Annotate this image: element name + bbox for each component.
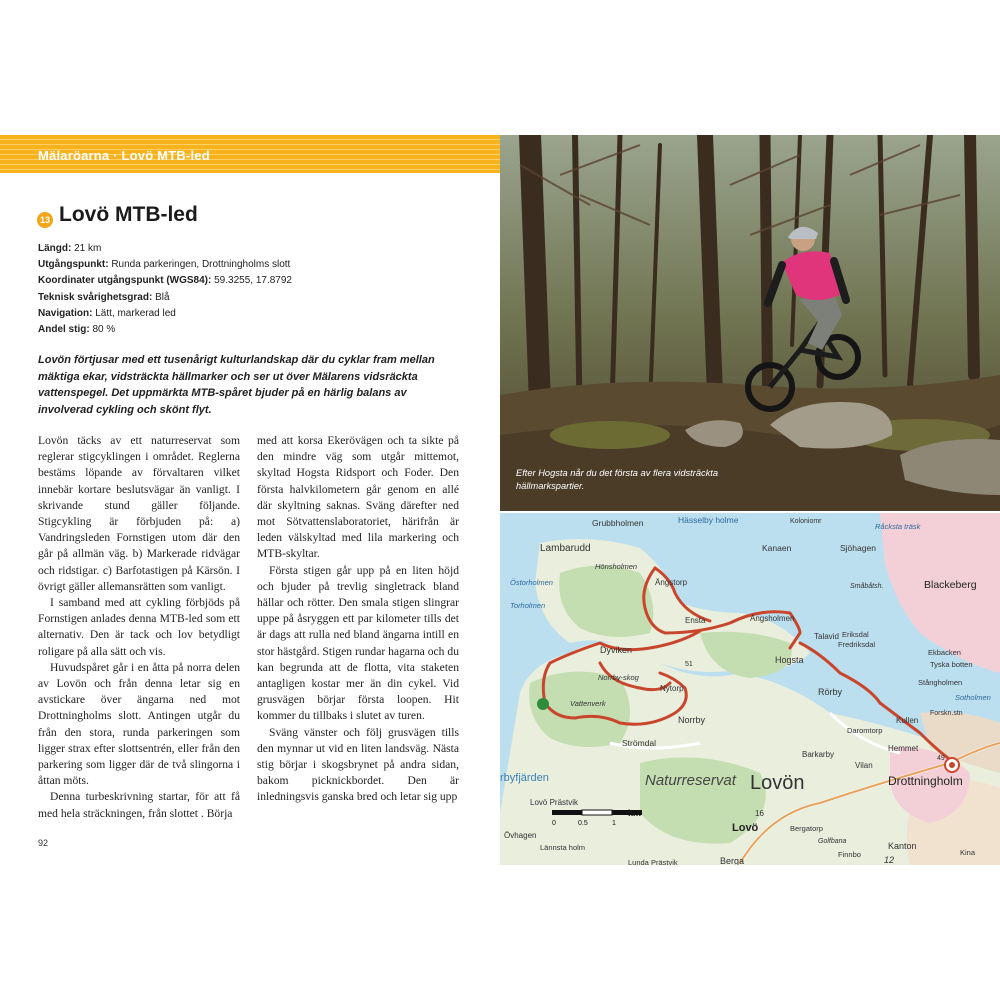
map-label-kanaen: Kanaen [762,543,792,553]
map-label-golfbana: Golfbana [818,838,847,845]
map-label-kanton: Kanton [888,841,917,851]
fact-navigation: Navigation: Lätt, markerad led [38,307,176,319]
map-label-byfjarden: rbyfjärden [500,772,549,784]
intro-paragraph: Lovön förtjusar med ett tusenårigt kulturlandskap där du cyklar fram mellan mäktiga ekar, vidsträckta hällmarker och ser ut över Mälarens vidsräckta vattenspegel. Det uppmärkta MTB-spåret bjuder på en härlig balans av involverad cykling och skönt flyt. [38,354,435,416]
map-label-rorby: Rörby [818,687,843,697]
map-label-fredriksdal: Fredriksdal [838,640,876,649]
map-label-lovo: Lovö [732,822,759,834]
map-label-road-16: 16 [755,809,764,818]
map-label-lovon: Lovön [750,772,805,794]
photo-caption: Efter Hogsta når du det första av flera vidsträckta hällmarkspartier. [516,468,719,491]
body-paragraph: med att korsa Ekerövägen och ta sikte på den mindre väg som utgår mittemot, skyltad Hogsta Ridsport och Foder. Den första halvkilometern går genom en allé där skyltning saknas. Sväng därefter ned mot Sötvattenslaboratoriet, härifrån är leden välskyltad med lila markering och MTB-skyltar. [257,434,459,561]
map-label-ostorholmen: Östorholmen [510,578,553,587]
body-paragraph: Huvudspåret går i en åtta på norra delen av Lovön och från denna letar sig en avstickare över ängarna ned mot Drottningholms slott. Antingen utgår du från den stora, runda parkeringen som ligger strax efter slottsentrén, eller från den parkering som ligger där de två slingorna i åttan möts. [38,660,240,788]
map-label-lovo-prastvik: Lovö Prästvik [530,798,579,807]
fact-coordinates: Koordinater utgångspunkt (WGS84): 59.3255, 17.8792 [38,275,292,287]
map-label-49: 49 [937,755,945,762]
map-label-hogsta: Hogsta [775,655,804,665]
map-label-kina: Kina [960,848,976,857]
lovo-map [500,513,1000,865]
map-label-honsholmen: Hönsholmen [595,562,638,571]
route-title: Lovö MTB-led [59,203,198,226]
map-label-tyska-botten: Tyska botten [930,660,973,669]
book-spread [0,135,1000,865]
fact-difficulty: Teknisk svårighetsgrad: Blå [38,291,170,303]
map-label-bergatorp: Bergatorp [790,824,823,833]
map-label-drottningholm: Drottningholm [888,774,963,788]
map-label-ensta: Ensta [685,616,706,625]
map-label-angsholmen: Ängsholmen [750,614,795,623]
mountain-bike-photo [500,135,1000,511]
map-label-rackstatrask: Råcksta träsk [875,522,921,531]
map-label-stangholmen: Stångholmen [918,678,963,687]
map-label-torholmen: Torholmen [510,601,546,610]
fact-start: Utgångspunkt: Runda parkeringen, Drottningholms slott [38,259,291,271]
map-label-norrby-skog: Norrby-skog [598,673,639,682]
chapter-header: Mälaröarna · Lovö MTB-led [38,148,210,163]
map-label-sotholmen: Sotholmen [955,693,991,702]
map-label-lunda-prastvik: Lunda Prästvik [628,858,678,865]
map-label-naturreservat: Naturreservat [645,772,736,789]
map-label-ovhagen: Övhagen [504,831,537,840]
map-label-finnbo: Finnbo [838,850,861,859]
body-paragraph: Lovön täcks av ett naturreservat som reglerar stigcyklingen i området. Reglerna bestäms löpande av förvaltaren vilket innebär kortare beslutsvägar än vanligt. I skrivande stund gäller följande. Stigcykling är förbjuden på: a) Vandringsleden Fornstigen utom där den går på allmän väg. b) Markerade ridvägar och ridstigar. c) Barfotastigen på Kärsön. I övrigt gäller allemansrätten som vanligt. [38,434,240,593]
map-label-road-12: 12 [884,855,895,865]
fact-length: Längd: 21 km [38,243,102,254]
map-label-grubbholmen: Grubbholmen [592,518,644,528]
map-label-eriksdal: Eriksdal [842,630,869,639]
map-label-vattenverk: Vattenverk [570,699,606,708]
body-paragraph: Första stigen går upp på en liten höjd och bjuder på trevlig singletrack bland hällar och rötter. Den smala stigen slingrar uppe på åsryggen ett par kilometer tills det är dags att rulla ned bland ängarna intill en stor hästgård. Stigen rundar hagarna och du kan begrunda att de flotta, vita staketen antagligen kostar mer än din cykel. Vid grusvägen börjar första loopen. Hit kommer du tillbaks i slutet av turen. [257,563,459,723]
map-label-vilan: Vilan [855,761,873,770]
parking-icon [537,698,549,710]
route-map [500,513,1000,865]
scale-05: 0.5 [578,820,588,827]
map-label-berga: Berga [720,856,745,865]
map-label-kolonio: Koloniomr [790,518,822,525]
map-label-sjohagen: Sjöhagen [840,543,876,553]
route-facts [38,241,478,338]
map-label-blackeberg: Blackeberg [924,579,977,591]
map-label-ekbacken: Ekbacken [928,648,961,657]
scale-1: 1 [612,820,616,827]
map-label-daromtorp: Daromtorp [847,726,883,735]
body-paragraph: Sväng vänster och följ grusvägen tills den mynnar ut vid en liten landsväg. Nästa stig börjar i skogsbrynet på andra sidan, bakom picknickbordet. Den är inledningsvis ganska bred och letar sig upp [257,725,459,804]
map-label-smabastn: Småbåtsh. [850,583,884,590]
scale-km: km [628,808,642,818]
scale-0: 0 [552,820,556,827]
page-number: 92 [38,838,49,848]
map-label-hasselby-holme: Hässelby holme [678,515,739,525]
map-label-nytorp: Nytorp [660,684,684,693]
map-label-barkarby: Barkarby [802,750,835,759]
forest-cyclist-illustration [500,135,1000,511]
body-column-1 [38,433,240,822]
map-label-stromdal: Strömdal [622,738,657,748]
map-label-lambarudd: Lambarudd [540,543,591,554]
map-label-talavid: Talavid [814,632,839,641]
body-column-2 [257,433,459,806]
map-label-hemmet: Hemmet [888,744,919,753]
map-label-lannsta-holm: Lännsta holm [540,843,586,852]
map-label-dyviken: Dyviken [600,645,633,655]
body-paragraph: I samband med att cykling förbjöds på Fornstigen anlades denna MTB-led som ett alternativ. Den är tack och lov betydligt roligare på alla sätt och vis. [38,596,240,658]
fact-trail-share: Andel stig: 80 % [38,324,116,336]
map-label-51: 51 [685,661,693,668]
body-paragraph: Denna turbeskrivning startar, för att få med hela sträckningen, från slottet . Börja [38,790,240,820]
left-page [0,135,500,865]
map-label-forskn: Forskn.stn [930,710,963,717]
map-label-norrby: Norrby [678,715,706,725]
map-label-angstorp: Ängstorp [655,578,688,587]
route-number-badge: 13 [37,212,53,228]
map-label-kullen: Kullen [896,716,919,725]
